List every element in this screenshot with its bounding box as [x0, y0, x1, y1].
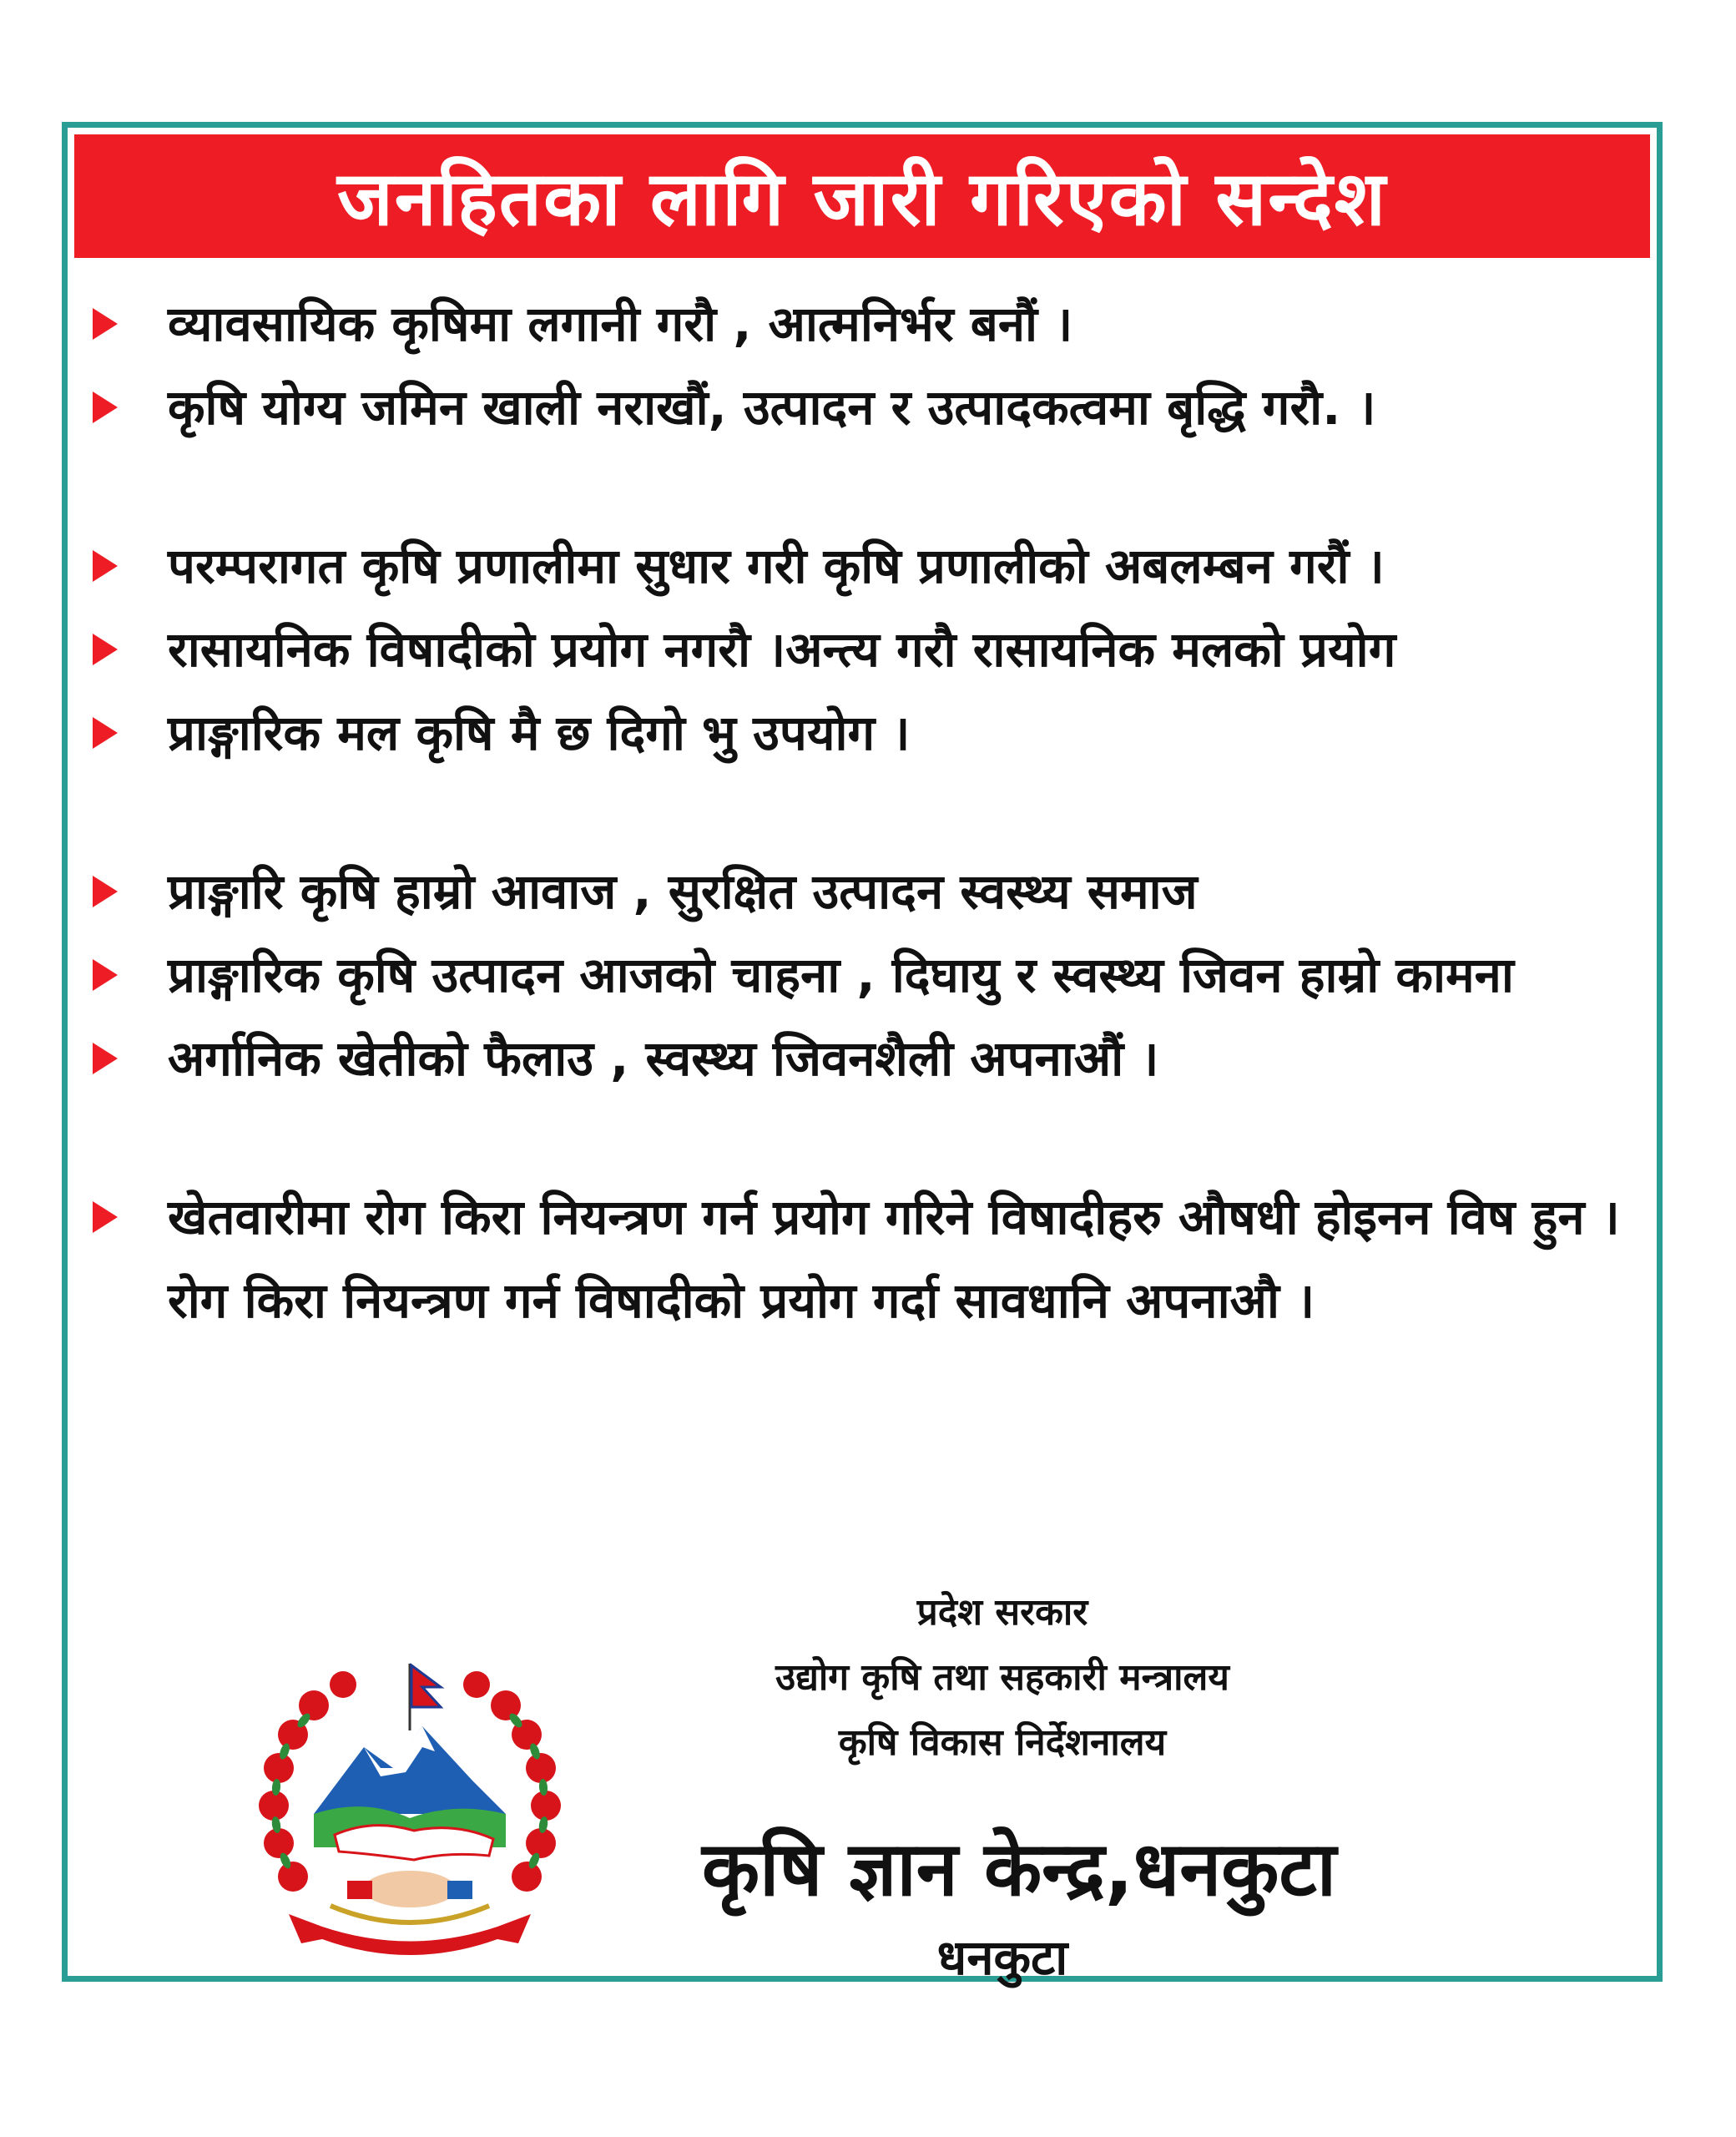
- message-item: [93, 691, 1662, 775]
- message-text: कृषि योग्य जमिन खाली नराखौं, उत्पादन र उत्पादकत्वमा बृद्धि गरौ. ।: [168, 379, 1376, 436]
- banner-title: जनहितका लागि जारी गरिएको सन्देश: [336, 155, 1388, 243]
- message-group: [93, 850, 1662, 1100]
- message-list: [93, 282, 1662, 1417]
- bullet-arrow-icon: [93, 550, 118, 582]
- message-group: [93, 1175, 1662, 1342]
- message-group: [93, 524, 1662, 775]
- bullet-arrow-icon: [93, 876, 118, 907]
- bullet-arrow-icon: [93, 392, 118, 423]
- message-text: व्यावसायिक कृषिमा लगानी गरौ , आत्मनिर्भर बनौं ।: [168, 296, 1073, 352]
- message-group: [93, 282, 1662, 449]
- directorate-name: कृषि विकास निर्देशनालय: [838, 1721, 1167, 1764]
- bullet-arrow-icon: [93, 959, 118, 991]
- message-item: [93, 850, 1662, 933]
- issuer-block: [702, 1580, 1337, 1991]
- message-item: [93, 933, 1662, 1017]
- district-name: धनकुटा: [936, 1929, 1068, 1986]
- message-text: अर्गानिक खेतीको फैलाउ , स्वस्थ्य जिवनशैली अपनाऔं ।: [168, 1030, 1159, 1087]
- message-text: रासायनिक विषादीको प्रयोग नगरौ ।अन्त्य गरौ रासायनिक मलको प्रयोग: [168, 621, 1396, 678]
- message-text: परम्परागत कृषि प्रणालीमा सुधार गरी कृषि प्रणालीको अबलम्बन गरौं ।: [168, 538, 1385, 594]
- title-banner: [74, 134, 1650, 258]
- nepal-government-emblem-icon: [255, 1655, 564, 1973]
- notice-frame: [62, 122, 1663, 1986]
- message-text: खेतवारीमा रोग किरा नियन्त्रण गर्न प्रयोग गरिने विषादीहरु औषधी होइनन विष हुन । रोग किरा नियन्त्रण गर्न विषादीको प्रयोग गर्दा सावधानि अपनाऔ ।: [168, 1189, 1620, 1329]
- message-item: [93, 1175, 1662, 1342]
- message-text: प्राङ्गारि कृषि हाम्रो आवाज , सुरक्षित उत्पादन स्वस्थ्य समाज: [168, 863, 1198, 920]
- province-government: प्रदेश सरकार: [916, 1591, 1088, 1634]
- message-item: [93, 608, 1662, 691]
- bullet-arrow-icon: [93, 1043, 118, 1074]
- message-item: [93, 524, 1662, 608]
- knowledge-center-name: कृषि ज्ञान केन्द्र,धनकुटा: [702, 1826, 1337, 1913]
- message-item: [93, 282, 1662, 366]
- message-item: [93, 1017, 1662, 1100]
- bullet-arrow-icon: [93, 308, 118, 340]
- bullet-arrow-icon: [93, 1201, 118, 1233]
- message-text: प्राङ्गारिक मल कृषि मै छ दिगो भु उपयोग ।: [168, 705, 911, 761]
- bullet-arrow-icon: [93, 717, 118, 749]
- bullet-arrow-icon: [93, 634, 118, 665]
- message-item: [93, 366, 1662, 449]
- message-text: प्राङ्गारिक कृषि उत्पादन आजको चाहना , दिघायु र स्वस्थ्य जिवन हाम्रो कामना: [168, 947, 1514, 1003]
- ministry-name: उद्योग कृषि तथा सहकारी मन्त्रालय: [775, 1656, 1229, 1699]
